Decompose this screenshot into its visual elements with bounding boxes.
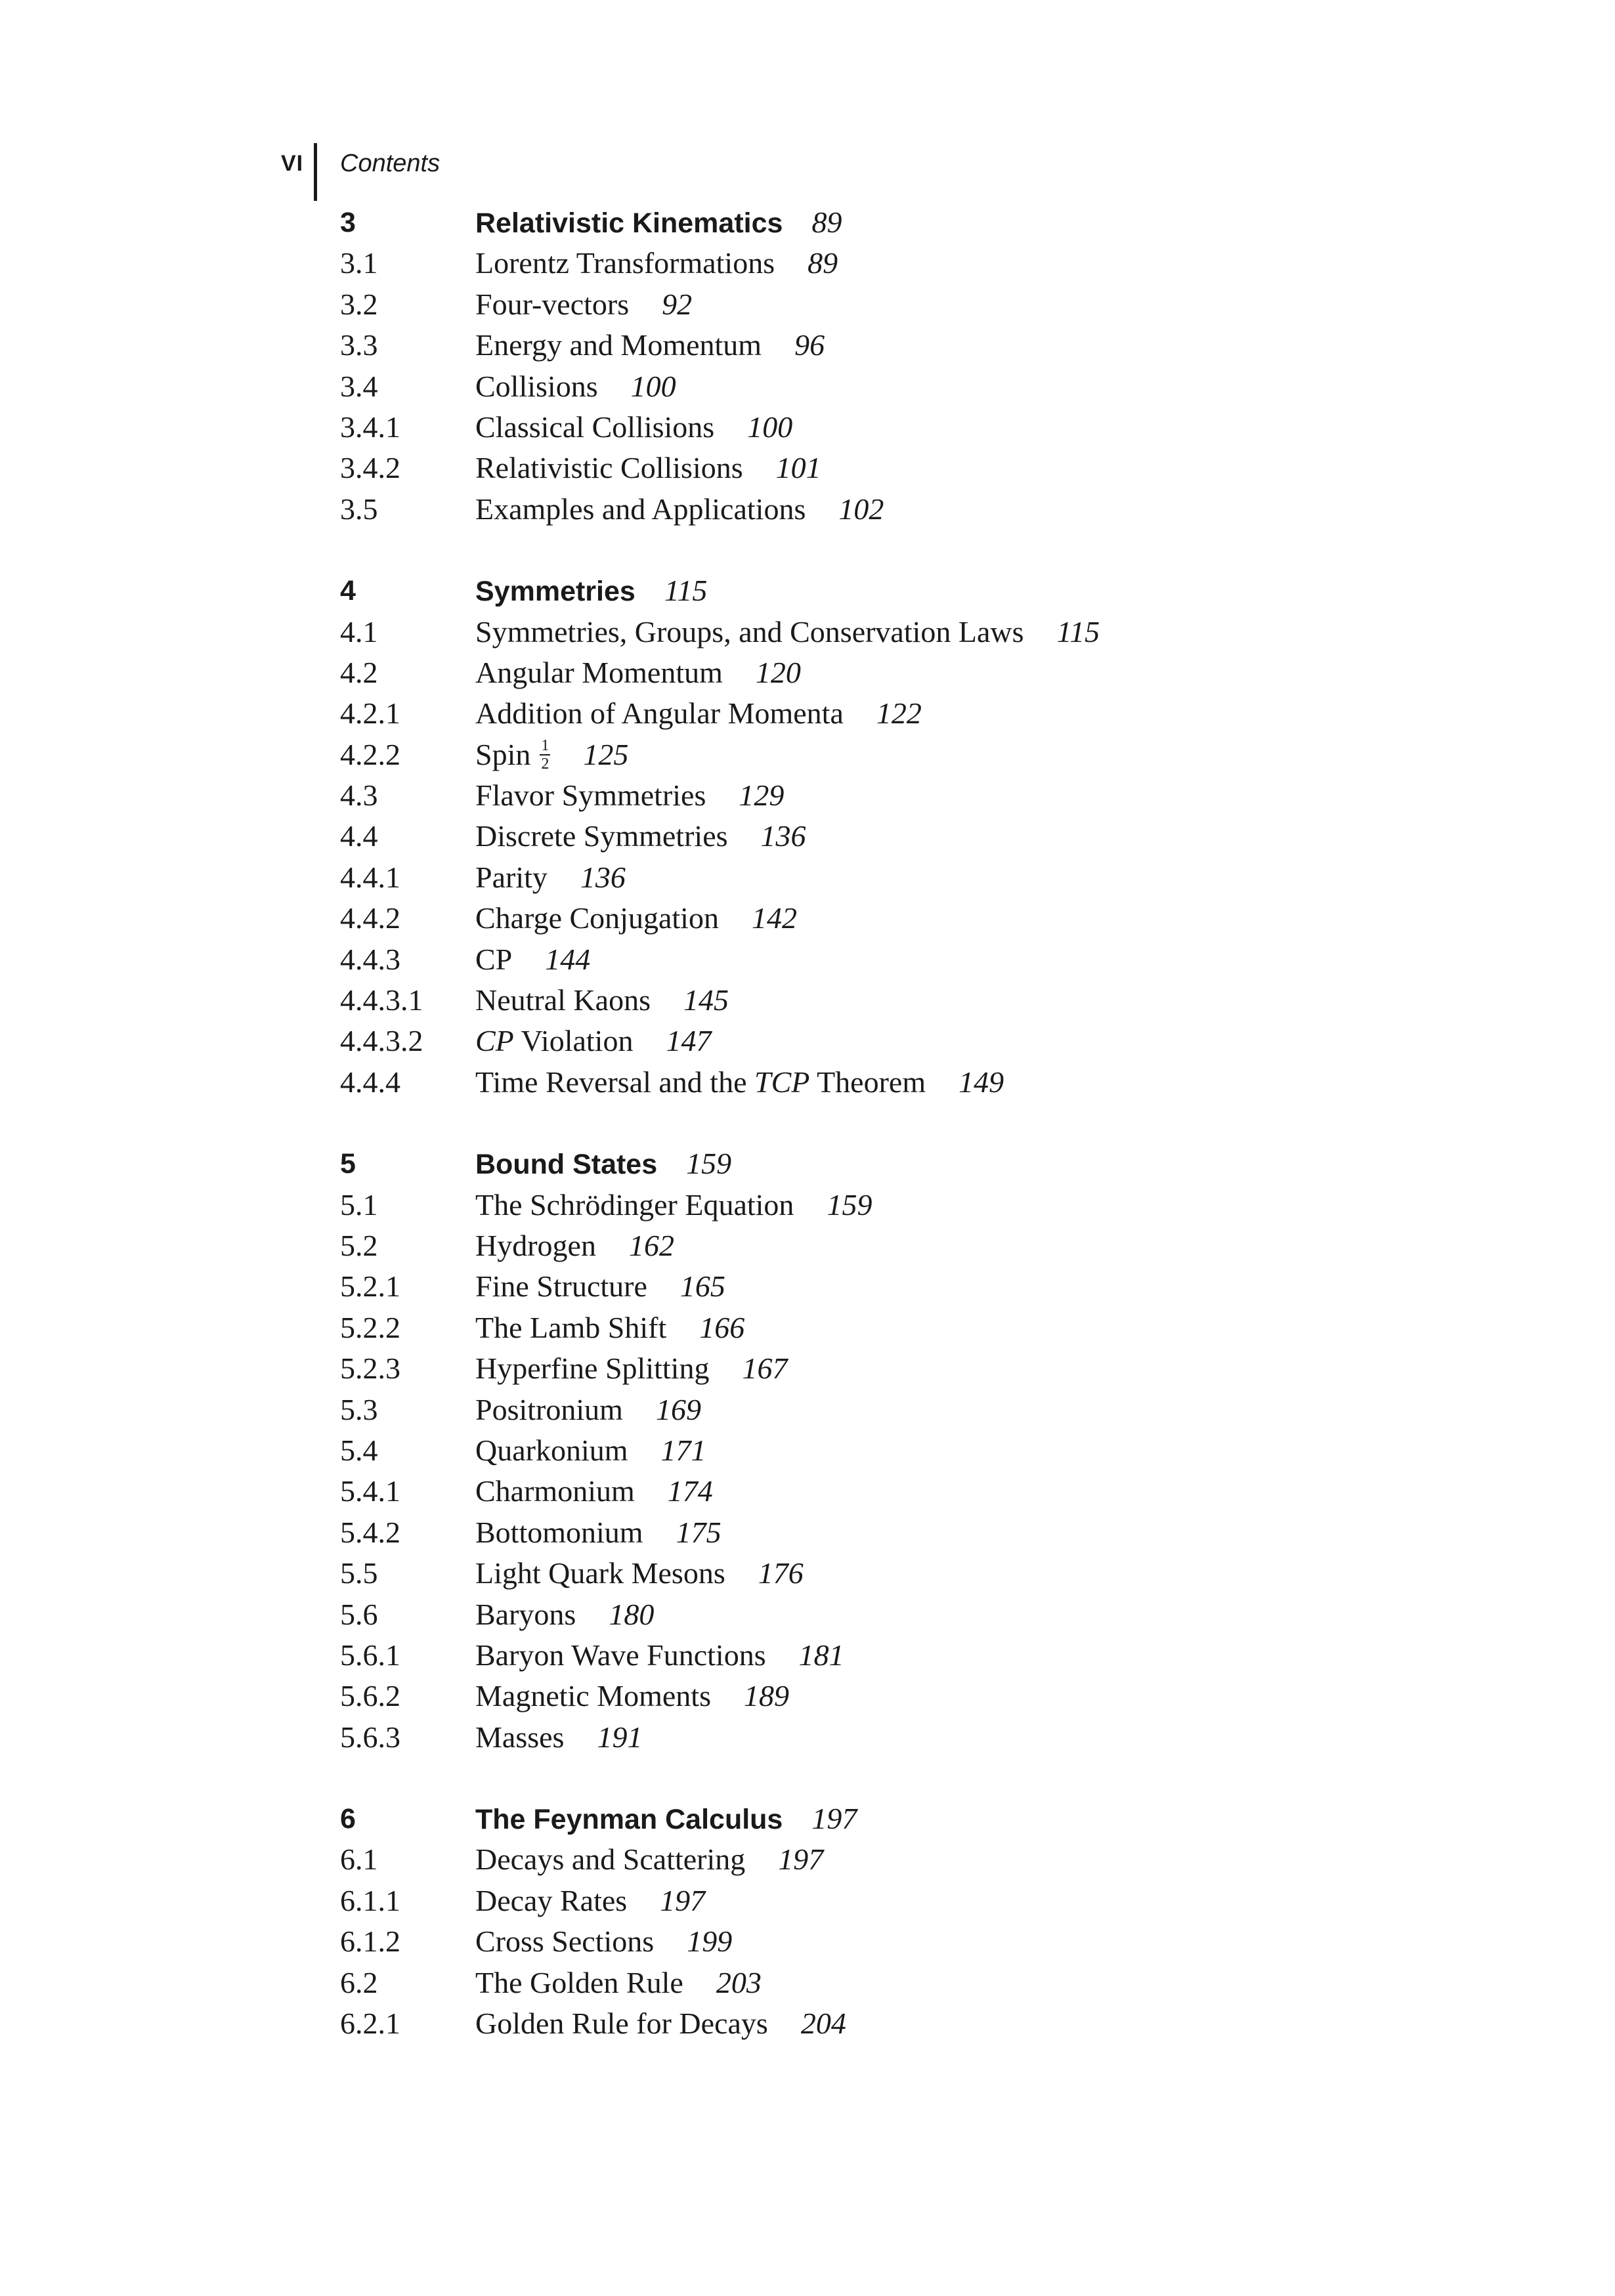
section-number: 6.1 <box>340 1842 378 1877</box>
toc-entry[interactable] <box>340 366 1456 407</box>
section-title <box>475 1635 844 1676</box>
page-reference: 175 <box>676 1515 721 1549</box>
page-reference: 89 <box>811 205 842 239</box>
chapter-block <box>340 1143 1456 1758</box>
section-title <box>475 1881 705 1921</box>
toc-entry[interactable] <box>340 1062 1456 1103</box>
title-text: Bottomonium <box>475 1515 643 1549</box>
page-reference: 159 <box>827 1187 872 1222</box>
toc-entry[interactable] <box>340 1921 1456 1962</box>
section-title <box>475 1185 872 1225</box>
section-number: 5.6.1 <box>340 1638 400 1672</box>
toc-entry[interactable] <box>340 652 1456 693</box>
section-number: 6.2 <box>340 1965 378 1999</box>
section-title <box>475 1963 762 2003</box>
page-reference: 176 <box>758 1556 804 1590</box>
title-text: Decays and Scattering <box>475 1842 746 1877</box>
section-number: 4.3 <box>340 778 378 813</box>
fraction-one-half <box>540 737 550 773</box>
page-reference: 166 <box>699 1310 745 1344</box>
section-number: 5.3 <box>340 1392 378 1426</box>
toc-entry[interactable] <box>340 325 1456 366</box>
toc-entry[interactable] <box>340 489 1456 530</box>
page-reference: 129 <box>739 778 785 813</box>
section-number: 3.4.1 <box>340 410 400 444</box>
title-text: Hyperfine Splitting <box>475 1351 710 1386</box>
title-text: Time Reversal and the <box>475 1065 747 1099</box>
toc-entry[interactable] <box>340 1185 1456 1225</box>
section-title <box>475 816 806 857</box>
page-reference: 181 <box>798 1638 844 1672</box>
toc-entry[interactable] <box>340 1390 1456 1430</box>
section-number: 4.4.3.2 <box>340 1024 423 1058</box>
section-title <box>475 612 1100 652</box>
toc-entry[interactable] <box>340 243 1456 284</box>
title-text: The Golden Rule <box>475 1965 683 1999</box>
title-text: Spin <box>475 737 531 771</box>
page-reference: 174 <box>667 1474 713 1508</box>
title-text: Parity <box>475 860 548 894</box>
toc-entry[interactable] <box>340 1839 1456 1880</box>
chapter-heading[interactable] <box>340 1798 1456 1839</box>
section-title <box>475 980 729 1021</box>
section-number: 6.1.1 <box>340 1883 400 1917</box>
section-number: 5.4 <box>340 1433 378 1467</box>
toc-entry[interactable] <box>340 1430 1456 1471</box>
toc-entry[interactable] <box>340 693 1456 734</box>
section-title <box>475 1307 744 1348</box>
section-title <box>475 1430 706 1471</box>
page-reference: 122 <box>876 696 922 731</box>
toc-entry[interactable] <box>340 1512 1456 1553</box>
title-text: Charge Conjugation <box>475 901 719 935</box>
chapter-block <box>340 1798 1456 2044</box>
section-title <box>475 1062 1004 1103</box>
title-text: The Feynman Calculus <box>475 1804 783 1836</box>
title-text: Baryons <box>475 1597 576 1631</box>
section-number: 5.4.2 <box>340 1515 400 1549</box>
section-title <box>475 448 821 488</box>
section-number: 5.2.3 <box>340 1351 400 1386</box>
toc-entry[interactable] <box>340 1307 1456 1348</box>
page-reference: 197 <box>778 1842 824 1877</box>
section-title <box>475 1266 725 1307</box>
section-number: 4.4 <box>340 819 378 853</box>
section-number: 4.4.4 <box>340 1065 400 1099</box>
toc-entry[interactable] <box>340 1881 1456 1921</box>
toc-entry[interactable] <box>340 407 1456 448</box>
toc-entry[interactable] <box>340 1963 1456 2003</box>
page-reference: 149 <box>958 1065 1004 1099</box>
section-title <box>475 1594 654 1635</box>
page-reference: 115 <box>664 574 708 608</box>
section-title <box>475 284 692 325</box>
toc-entry[interactable] <box>340 1266 1456 1307</box>
chapter-heading[interactable] <box>340 202 1456 243</box>
section-title <box>475 1512 721 1553</box>
title-text: Relativistic Collisions <box>475 451 743 485</box>
section-number: 3.1 <box>340 246 378 280</box>
section-title <box>475 734 628 775</box>
section-number: 6.2.1 <box>340 2007 400 2041</box>
section-number: 3.5 <box>340 492 378 526</box>
page-reference: 191 <box>597 1720 643 1754</box>
page-reference: 96 <box>794 328 825 362</box>
section-title <box>475 939 590 980</box>
section-number: 5.1 <box>340 1187 378 1222</box>
section-number: 5.2.1 <box>340 1269 400 1304</box>
section-number: 3.2 <box>340 287 378 321</box>
page-reference: 203 <box>716 1965 762 1999</box>
toc-entry[interactable] <box>340 734 1456 775</box>
section-number: 5.6.2 <box>340 1679 400 1713</box>
title-text: Positronium <box>475 1392 623 1426</box>
chapter-heading[interactable] <box>340 570 1456 611</box>
page-reference: 180 <box>609 1597 655 1631</box>
title-text: Hydrogen <box>475 1228 596 1262</box>
title-text: Energy and Momentum <box>475 328 762 362</box>
section-title <box>475 1921 732 1962</box>
chapter-title <box>475 202 842 244</box>
section-title <box>475 1717 642 1758</box>
section-number: 5.4.1 <box>340 1474 400 1508</box>
chapter-heading[interactable] <box>340 1143 1456 1184</box>
section-number: 4.4.3.1 <box>340 983 423 1017</box>
section-number: 4.2.2 <box>340 737 400 771</box>
section-title <box>475 1021 711 1061</box>
title-text: Violation <box>521 1024 634 1058</box>
page-reference: 197 <box>811 1802 857 1836</box>
title-text: Light Quark Mesons <box>475 1556 725 1590</box>
title-text: The Schrödinger Equation <box>475 1187 794 1222</box>
chapter-number: 3 <box>340 207 356 238</box>
section-title <box>475 775 784 816</box>
toc-entry[interactable] <box>340 939 1456 980</box>
chapter-number: 5 <box>340 1148 356 1180</box>
page-reference: 100 <box>630 369 676 403</box>
section-title <box>475 652 801 693</box>
title-text: Magnetic Moments <box>475 1679 711 1713</box>
page-reference: 145 <box>683 983 729 1017</box>
fraction-numerator: 1 <box>541 737 549 755</box>
section-title <box>475 1348 787 1389</box>
title-text: Golden Rule for Decays <box>475 2007 768 2041</box>
section-number: 5.6 <box>340 1597 378 1631</box>
toc-entry[interactable] <box>340 284 1456 325</box>
toc-entry[interactable] <box>340 980 1456 1021</box>
page-reference: 102 <box>838 492 884 526</box>
section-number: 4.1 <box>340 614 378 648</box>
toc-entry[interactable] <box>340 1471 1456 1512</box>
section-number: 3.4.2 <box>340 451 400 485</box>
chapter-number: 4 <box>340 575 356 607</box>
page-reference: 171 <box>660 1433 706 1467</box>
section-number: 6.1.2 <box>340 1924 400 1959</box>
chapter-title <box>475 570 707 612</box>
toc-entry[interactable] <box>340 1225 1456 1266</box>
page-reference: 100 <box>747 410 793 444</box>
title-text: Masses <box>475 1720 565 1754</box>
title-text-after: Theorem <box>817 1065 926 1099</box>
section-title <box>475 366 676 407</box>
title-text: Lorentz Transformations <box>475 246 775 280</box>
title-text: The Lamb Shift <box>475 1310 667 1344</box>
toc-entry[interactable] <box>340 898 1456 939</box>
page-reference: 162 <box>628 1228 674 1262</box>
section-title <box>475 1676 789 1716</box>
section-number: 5.6.3 <box>340 1720 400 1754</box>
title-text: Quarkonium <box>475 1433 628 1467</box>
section-title <box>475 489 884 530</box>
title-text: Baryon Wave Functions <box>475 1638 766 1672</box>
toc-entry[interactable] <box>340 816 1456 857</box>
page-reference: 142 <box>751 901 797 935</box>
section-title <box>475 898 797 939</box>
toc-entry[interactable] <box>340 2003 1456 2044</box>
page-reference: 125 <box>583 737 629 771</box>
title-text: Neutral Kaons <box>475 983 651 1017</box>
title-text: Symmetries, Groups, and Conservation Laws <box>475 614 1024 648</box>
title-text: Collisions <box>475 369 598 403</box>
title-text: Charmonium <box>475 1474 635 1508</box>
title-italic-text: TCP <box>754 1065 810 1099</box>
title-italic-text: CP <box>475 1024 514 1058</box>
header-rule <box>314 143 317 201</box>
section-number: 4.4.2 <box>340 901 400 935</box>
page-reference: 89 <box>808 246 838 280</box>
title-text: Decay Rates <box>475 1883 628 1917</box>
title-text: Bound States <box>475 1149 658 1181</box>
section-number: 4.4.1 <box>340 860 400 894</box>
title-text: CP <box>475 942 513 976</box>
chapter-number: 6 <box>340 1803 356 1835</box>
section-title <box>475 325 825 366</box>
section-title <box>475 407 792 448</box>
chapter-title <box>475 1798 857 1840</box>
section-title <box>475 243 838 284</box>
toc-entry[interactable] <box>340 1021 1456 1061</box>
page-reference: 136 <box>580 860 626 894</box>
page-reference: 167 <box>742 1351 788 1386</box>
section-number: 5.2 <box>340 1228 378 1262</box>
page-reference: 204 <box>800 2007 846 2041</box>
section-number: 5.2.2 <box>340 1310 400 1344</box>
title-text: Angular Momentum <box>475 655 723 689</box>
toc-entry[interactable] <box>340 1348 1456 1389</box>
page-reference: 159 <box>686 1147 732 1181</box>
toc-entry[interactable] <box>340 448 1456 488</box>
table-of-contents <box>340 202 1456 2085</box>
toc-entry[interactable] <box>340 1594 1456 1635</box>
title-text: Four-vectors <box>475 287 630 321</box>
title-text: Addition of Angular Momenta <box>475 696 844 731</box>
chapter-block <box>340 570 1456 1103</box>
toc-entry[interactable] <box>340 612 1456 652</box>
page-reference: 165 <box>679 1269 725 1304</box>
page-reference: 136 <box>760 819 806 853</box>
title-text: Discrete Symmetries <box>475 819 728 853</box>
title-text: Cross Sections <box>475 1924 655 1959</box>
toc-entry[interactable] <box>340 1635 1456 1676</box>
page-reference: 197 <box>660 1883 706 1917</box>
title-text: Fine Structure <box>475 1269 647 1304</box>
page-reference: 92 <box>662 287 693 321</box>
chapter-block <box>340 202 1456 530</box>
chapter-title <box>475 1143 731 1185</box>
toc-entry[interactable] <box>340 1676 1456 1716</box>
title-text: Flavor Symmetries <box>475 778 706 813</box>
toc-entry[interactable] <box>340 1553 1456 1594</box>
fraction-denominator: 2 <box>541 755 549 773</box>
page-reference: 169 <box>655 1392 701 1426</box>
page-number: VI <box>281 151 304 176</box>
section-title <box>475 1225 674 1266</box>
section-title <box>475 1390 701 1430</box>
page-reference: 147 <box>666 1024 712 1058</box>
section-number: 5.5 <box>340 1556 378 1590</box>
title-text: Classical Collisions <box>475 410 715 444</box>
page-reference: 101 <box>775 451 821 485</box>
section-number: 4.4.3 <box>340 942 400 976</box>
page-reference: 115 <box>1056 614 1100 648</box>
section-number: 4.2 <box>340 655 378 689</box>
section-title <box>475 2003 846 2044</box>
toc-entry[interactable] <box>340 857 1456 898</box>
section-title <box>475 693 922 734</box>
section-title <box>475 1553 804 1594</box>
section-number: 4.2.1 <box>340 696 400 731</box>
title-text: Examples and Applications <box>475 492 806 526</box>
page-reference: 189 <box>744 1679 789 1713</box>
running-title: Contents <box>340 150 441 177</box>
section-title <box>475 1471 713 1512</box>
section-title <box>475 1839 823 1880</box>
page-reference: 120 <box>755 655 801 689</box>
toc-entry[interactable] <box>340 1717 1456 1758</box>
section-number: 3.3 <box>340 328 378 362</box>
title-text: Symmetries <box>475 576 635 608</box>
page-reference: 144 <box>545 942 591 976</box>
title-text: Relativistic Kinematics <box>475 207 783 239</box>
section-title <box>475 857 626 898</box>
toc-entry[interactable] <box>340 775 1456 816</box>
page-reference: 199 <box>687 1924 733 1959</box>
section-number: 3.4 <box>340 369 378 403</box>
